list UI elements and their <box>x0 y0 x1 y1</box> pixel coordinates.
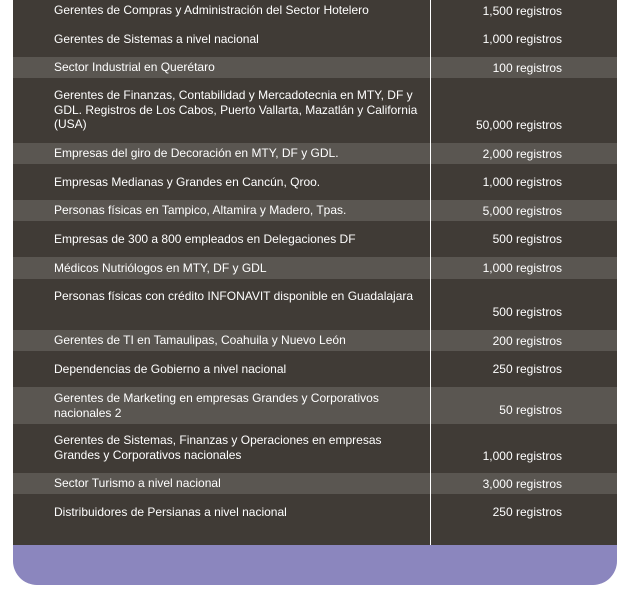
row-count: 5,000 registros <box>482 203 562 218</box>
table-row <box>13 164 617 200</box>
row-count: 1,000 registros <box>482 175 562 189</box>
row-count: 50 registros <box>499 403 562 417</box>
table-row <box>13 424 617 473</box>
row-count: 1,000 registros <box>482 32 562 46</box>
table-row <box>13 57 617 78</box>
row-count: 250 registros <box>492 505 562 519</box>
row-description: Empresas del giro de Decoración en MTY, DF y GDL. <box>13 143 431 164</box>
table-row <box>13 279 617 330</box>
table-row <box>13 21 617 57</box>
row-description: Sector Industrial en Querétaro <box>13 57 431 78</box>
row-count: 50,000 registros <box>475 118 562 132</box>
row-description: Empresas de 300 a 800 empleados en Delegaciones DF <box>13 221 431 257</box>
row-description: Médicos Nutriólogos en MTY, DF y GDL <box>13 257 431 279</box>
table-row <box>13 200 617 221</box>
row-description: Sector Turismo a nivel nacional <box>13 473 431 494</box>
row-count: 1,000 registros <box>482 261 562 275</box>
row-count: 500 registros <box>492 305 562 319</box>
row-description: Gerentes de Compras y Administración del Sector Hotelero <box>13 0 431 21</box>
row-count: 250 registros <box>492 362 562 376</box>
table-row <box>13 473 617 494</box>
row-description: Dependencias de Gobierno a nivel nacional <box>13 351 431 387</box>
table-row <box>13 78 617 143</box>
row-count: 500 registros <box>492 232 562 246</box>
row-description: Empresas Medianas y Grandes en Cancún, Qroo. <box>13 164 431 200</box>
row-count: 2,000 registros <box>482 146 562 161</box>
table-row <box>13 330 617 351</box>
table-row <box>13 257 617 279</box>
row-count: 100 registros <box>492 60 562 75</box>
row-count: 1,000 registros <box>482 449 562 463</box>
table-row <box>13 494 617 530</box>
registros-table <box>13 0 617 545</box>
row-description: Gerentes de Finanzas, Contabilidad y Mercadotecnia en MTY, DF y GDL. Registros de Los Cabos, Puerto Vallarta, Mazatlán y California (USA) <box>13 78 431 143</box>
row-description: Personas físicas en Tampico, Altamira y Madero, Tpas. <box>13 200 431 221</box>
table-row <box>13 351 617 387</box>
table-row <box>13 221 617 257</box>
row-count: 1,500 registros <box>482 3 562 18</box>
row-description: Gerentes de TI en Tamaulipas, Coahuila y Nuevo León <box>13 330 431 351</box>
table-row <box>13 387 617 424</box>
table-row <box>13 143 617 164</box>
table-row <box>13 0 617 21</box>
row-description: Personas físicas con crédito INFONAVIT disponible en Guadalajara <box>13 279 431 330</box>
row-count: 3,000 registros <box>482 476 562 491</box>
row-description: Distribuidores de Persianas a nivel nacional <box>13 494 431 530</box>
row-count: 200 registros <box>492 333 562 348</box>
row-description: Gerentes de Sistemas, Finanzas y Operaciones en empresas Grandes y Corporativos nacionales <box>13 424 431 473</box>
row-description: Gerentes de Sistemas a nivel nacional <box>13 21 431 57</box>
row-description: Gerentes de Marketing en empresas Grandes y Corporativos nacionales 2 <box>13 387 431 424</box>
table-footer-band <box>13 545 617 585</box>
